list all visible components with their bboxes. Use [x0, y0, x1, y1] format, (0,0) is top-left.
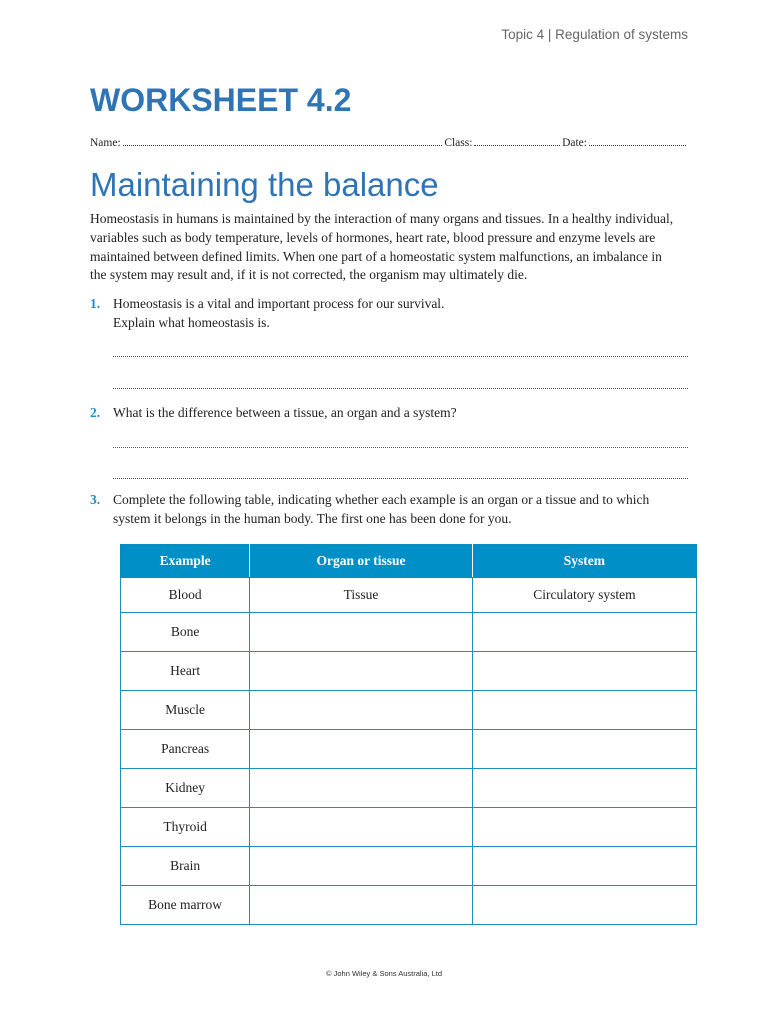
- organ-or-tissue-cell[interactable]: [250, 730, 473, 769]
- table-row: [121, 769, 697, 808]
- organ-or-tissue-cell[interactable]: [250, 808, 473, 847]
- copyright-footer: © John Wiley & Sons Australia, Ltd: [326, 969, 442, 978]
- name-label: Name:: [90, 137, 121, 149]
- system-cell[interactable]: [472, 613, 696, 652]
- example-cell: Brain: [121, 847, 250, 886]
- example-cell: Bone marrow: [121, 886, 250, 925]
- question-2: [90, 403, 690, 422]
- question-number: 3.: [90, 492, 101, 507]
- system-cell: Circulatory system: [472, 578, 696, 613]
- table-row: [121, 691, 697, 730]
- column-header-organ-or-tissue: Organ or tissue: [250, 545, 473, 578]
- answer-line[interactable]: [113, 447, 688, 448]
- system-cell[interactable]: [472, 652, 696, 691]
- section-title: Maintaining the balance: [90, 166, 439, 203]
- answer-line[interactable]: [113, 356, 688, 357]
- example-cell: Heart: [121, 652, 250, 691]
- organ-or-tissue-cell[interactable]: [250, 652, 473, 691]
- student-info-line: [90, 137, 688, 149]
- example-cell: Muscle: [121, 691, 250, 730]
- system-cell[interactable]: [472, 691, 696, 730]
- column-header-system: System: [472, 545, 696, 578]
- question-3: [90, 490, 690, 528]
- answer-line[interactable]: [113, 388, 688, 389]
- column-header-example: Example: [121, 545, 250, 578]
- question-number: 1.: [90, 296, 101, 311]
- system-cell[interactable]: [472, 769, 696, 808]
- table-row: [121, 847, 697, 886]
- worksheet-title: WORKSHEET 4.2: [90, 82, 352, 118]
- table-row: [121, 613, 697, 652]
- answer-line[interactable]: [113, 478, 688, 479]
- name-field[interactable]: [123, 144, 443, 146]
- system-cell[interactable]: [472, 730, 696, 769]
- question-text: Homeostasis is a vital and important process for our survival.: [113, 296, 445, 311]
- example-cell: Blood: [121, 578, 250, 613]
- organ-or-tissue-cell[interactable]: [250, 886, 473, 925]
- header-topic: Topic 4 | Regulation of systems: [501, 27, 688, 42]
- table-row: [121, 730, 697, 769]
- organ-tissue-table: [120, 544, 697, 925]
- table-row: [121, 886, 697, 925]
- table-row: [121, 808, 697, 847]
- question-1: [90, 294, 690, 332]
- organ-or-tissue-cell[interactable]: [250, 691, 473, 730]
- question-text-2: Explain what homeostasis is.: [113, 315, 270, 330]
- table-row: [121, 652, 697, 691]
- system-cell[interactable]: [472, 808, 696, 847]
- organ-or-tissue-cell: Tissue: [250, 578, 473, 613]
- question-text: What is the difference between a tissue, an organ and a system?: [113, 405, 457, 420]
- question-number: 2.: [90, 405, 101, 420]
- date-label: Date:: [562, 137, 587, 149]
- table-row: [121, 578, 697, 613]
- system-cell[interactable]: [472, 886, 696, 925]
- date-field[interactable]: [589, 144, 686, 146]
- organ-or-tissue-cell[interactable]: [250, 769, 473, 808]
- example-cell: Kidney: [121, 769, 250, 808]
- organ-or-tissue-cell[interactable]: [250, 847, 473, 886]
- example-cell: Pancreas: [121, 730, 250, 769]
- class-field[interactable]: [474, 144, 560, 146]
- table-header-row: [121, 545, 697, 578]
- system-cell[interactable]: [472, 847, 696, 886]
- example-cell: Bone: [121, 613, 250, 652]
- intro-paragraph: Homeostasis in humans is maintained by the interaction of many organs and tissues. In a healthy individual, variables such as body temperature, levels of hormones, heart rate, blood pressure and enzyme levels are maintained between defined limits. When one part of a homeostatic system malfunctions, an imbalance in the system may result and, if it is not corrected, the organism may ultimately die.: [90, 211, 674, 283]
- example-cell: Thyroid: [121, 808, 250, 847]
- organ-or-tissue-cell[interactable]: [250, 613, 473, 652]
- class-label: Class:: [444, 137, 473, 149]
- question-text: Complete the following table, indicating whether each example is an organ or a tissue and to which system it belongs in the human body. The first one has been done for you.: [113, 492, 650, 526]
